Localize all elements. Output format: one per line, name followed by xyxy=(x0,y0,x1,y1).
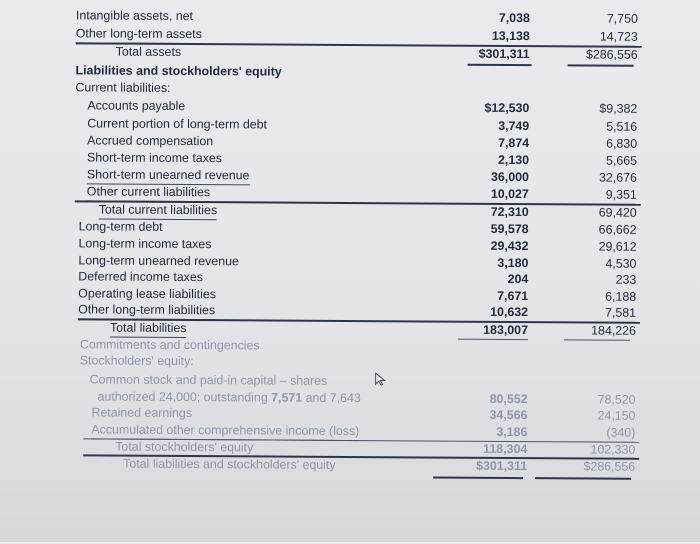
value-prior-year: 7,750 xyxy=(606,11,638,26)
value-prior-year: 233 xyxy=(615,272,637,287)
row-label: Other long-term assets xyxy=(76,25,202,44)
label-part: authorized 24,000; outstanding xyxy=(97,389,272,405)
value-current-year: $12,530 xyxy=(484,100,530,116)
row-label: Intangible assets, net xyxy=(75,8,194,24)
row-label: Operating lease liabilities xyxy=(78,286,216,302)
value-prior-year: 29,612 xyxy=(598,239,637,254)
row-label: Total current liabilities xyxy=(99,201,218,220)
double-underline xyxy=(535,477,631,480)
value-current-year: 2,130 xyxy=(497,152,530,168)
value-current-year: 3,186 xyxy=(496,424,528,440)
row-label: Deferred income taxes xyxy=(78,269,204,285)
row-label: Other long-term liabilities xyxy=(78,301,215,320)
value-current-year: 10,632 xyxy=(490,304,529,320)
row-total-liabilities-equity xyxy=(0,455,697,476)
mouse-pointer-icon xyxy=(375,372,387,386)
value-prior-year: 32,676 xyxy=(598,170,637,185)
row-label: Total liabilities xyxy=(110,320,187,338)
value-current-year: 3,749 xyxy=(498,118,530,134)
value-prior-year: 14,723 xyxy=(599,29,638,44)
value-current-year: 118,304 xyxy=(483,441,528,457)
value-prior-year: $286,556 xyxy=(583,459,636,474)
value-current-year: 34,566 xyxy=(489,407,528,423)
value-current-year: 10,027 xyxy=(490,186,529,202)
value-prior-year: 102,330 xyxy=(590,442,636,457)
double-underline xyxy=(433,477,523,480)
value-current-year: $301,311 xyxy=(476,458,528,474)
value-current-year: 183,007 xyxy=(483,322,529,338)
value-current-year: 204 xyxy=(507,271,529,287)
value-current-year: 29,432 xyxy=(490,238,529,254)
row-label: Long-term debt xyxy=(78,219,163,234)
value-current-year: 7,874 xyxy=(498,135,530,151)
value-prior-year: 7,581 xyxy=(605,305,637,320)
value-current-year: 59,578 xyxy=(490,221,529,237)
row-label: Long-term income taxes xyxy=(78,236,212,252)
row-label: Long-term unearned revenue xyxy=(78,253,239,269)
subsection-heading: Stockholders' equity: xyxy=(79,353,194,369)
value-prior-year: 24,150 xyxy=(597,408,636,423)
label-part: and 7,643 xyxy=(302,390,361,406)
subsection-heading: Current liabilities: xyxy=(75,80,171,95)
row-stockholders-equity-heading xyxy=(0,352,698,373)
value-current-year: 36,000 xyxy=(490,169,529,185)
section-heading: Liabilities and stockholders' equity xyxy=(75,63,282,79)
value-prior-year: 6,188 xyxy=(605,289,637,304)
row-label: Accrued compensation xyxy=(87,133,214,149)
row-label: Accounts payable xyxy=(87,98,186,113)
value-current-year: 80,552 xyxy=(489,391,528,407)
value-current-year: 72,310 xyxy=(490,204,529,220)
value-prior-year: 6,830 xyxy=(606,136,638,151)
value-prior-year: (340) xyxy=(606,425,636,440)
row-label: Other current liabilities xyxy=(87,183,210,202)
row-label: Common stock and paid-in capital – shares xyxy=(89,372,328,388)
value-prior-year: $286,556 xyxy=(585,47,638,62)
row-label: Current portion of long-term debt xyxy=(87,116,268,132)
value-prior-year: 4,530 xyxy=(605,256,637,271)
value-prior-year: 5,516 xyxy=(606,119,638,134)
value-prior-year: 78,520 xyxy=(597,392,636,407)
value-current-year: 3,180 xyxy=(497,255,529,271)
row-label: Accumulated other comprehensive income (loss) xyxy=(91,421,359,441)
value-prior-year: 66,662 xyxy=(598,222,637,237)
value-current-year: $301,311 xyxy=(478,46,530,62)
value-prior-year: $9,382 xyxy=(599,101,638,116)
value-current-year: 13,138 xyxy=(491,28,530,44)
value-prior-year: 5,665 xyxy=(605,153,638,168)
row-label: Total liabilities and stockholders' equity xyxy=(123,456,336,472)
value-current-year: 7,671 xyxy=(497,288,529,304)
row-label: Total stockholders' equity xyxy=(115,439,254,455)
row-label: Short-term unearned revenue xyxy=(87,166,250,185)
row-label: Total assets xyxy=(115,44,182,59)
value-prior-year: 184,226 xyxy=(591,323,637,338)
value-prior-year: 9,351 xyxy=(605,187,637,202)
label-part-bold: 7,571 xyxy=(271,390,303,405)
row-label: Retained earnings xyxy=(91,405,193,421)
value-prior-year: 69,420 xyxy=(598,205,637,220)
value-current-year: 7,038 xyxy=(498,10,530,26)
row-label: Short-term income taxes xyxy=(86,150,223,166)
row-label: Commitments and contingencies xyxy=(79,337,260,353)
row-total-assets xyxy=(0,43,700,64)
